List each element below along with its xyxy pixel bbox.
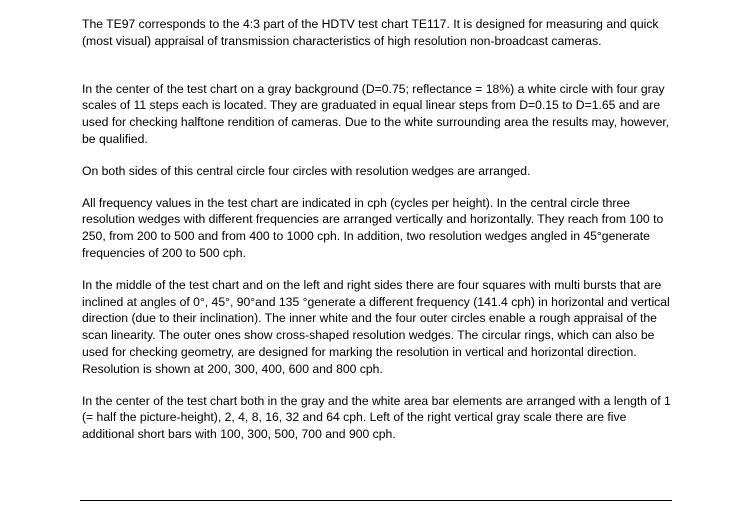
paragraph-frequency-values: All frequency values in the test chart are indicated in cph (cycles per height). In the central circle three resolution wedges with different frequencies are arranged vertically and horizontally. They reach from 100 to 250, from 200 to 500 and from 400 to 1000 cph. In addition, two resolution wedges angled in 45°generate frequencies of 200 to 500 cph.	[82, 195, 664, 260]
bottom-divider	[80, 500, 672, 501]
paragraph-multi-bursts: In the middle of the test chart and on the left and right sides there are four squares with multi bursts that are inclined at angles of 0°, 45°, 90°and 135 °generate a different frequency (141.4 cph) in horizontal and vertical direction (due to their inclination). The inner white and the four outer circles enable a rough appraisal of the scan linearity. The outer ones show cross-shaped resolution wedges. The circular rings, which can also be used for checking geometry, are designed for marking the resolution in vertical and horizontal direction. Resolution is shown at 200, 300, 400, 600 and 800 cph.	[82, 277, 670, 376]
paragraph-intro: The TE97 corresponds to the 4:3 part of the HDTV test chart TE117. It is designed for measuring and quick (most visual) appraisal of transmission characteristics of high resolution non-broadcast cameras.	[82, 17, 659, 48]
document-body	[82, 16, 672, 443]
paragraph-bar-elements: In the center of the test chart both in the gray and the white area bar elements are arranged with a length of 1 (= half the picture-height), 2, 4, 8, 16, 32 and 64 cph. Left of the right vertical gray scale there are five additional short bars with 100, 300, 500, 700 and 900 cph.	[82, 393, 671, 442]
paragraph-side-circles: On both sides of this central circle four circles with resolution wedges are arranged.	[82, 163, 531, 178]
paragraph-gray-scales: In the center of the test chart on a gray background (D=0.75; reflectance = 18%) a white circle with four gray scales of 11 steps each is located. They are graduated in equal linear steps from D=0.15 to D=1.65 and are used for checking halftone rendition of cameras. Due to the white surrounding area the results may, however, be qualified.	[82, 81, 670, 146]
